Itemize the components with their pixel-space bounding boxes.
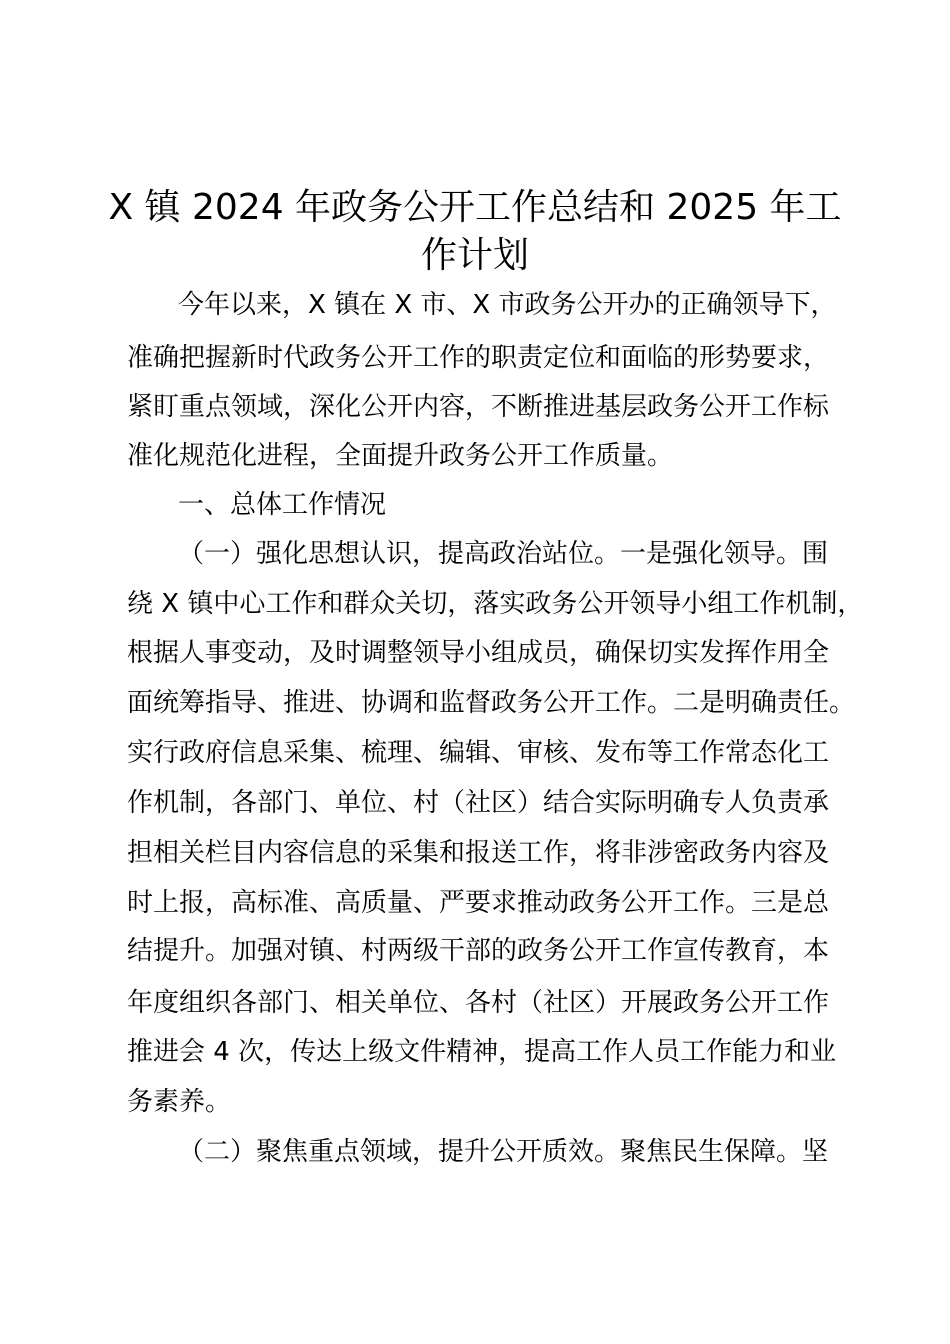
document-title-line-1: X 镇 2024 年政务公开工作总结和 2025 年工 [108, 187, 842, 228]
body-line: 紧盯重点领域，深化公开内容，不断推进基层政务公开工作标 [127, 392, 830, 422]
document-title-line-2: 作计划 [420, 235, 529, 276]
section-heading: 一、总体工作情况 [178, 490, 387, 520]
body-line: 准确把握新时代政务公开工作的职责定位和面临的形势要求， [127, 343, 830, 373]
body-line: （一）强化思想认识，提高政治站位。一是强化领导。围 [178, 539, 829, 569]
body-line: 根据人事变动，及时调整领导小组成员，确保切实发挥作用全 [127, 638, 830, 668]
body-line: 实行政府信息采集、梳理、编辑、审核、发布等工作常态化工 [127, 738, 830, 768]
body-line: 务素养。 [127, 1087, 232, 1117]
body-line: 作机制，各部门、单位、村（社区）结合实际明确专人负责承 [127, 788, 830, 818]
body-line: 担相关栏目内容信息的采集和报送工作，将非涉密政务内容及 [127, 838, 830, 868]
body-line: 时上报，高标准、高质量、严要求推动政务公开工作。三是总 [127, 888, 830, 918]
body-line: 推进会 4 次，传达上级文件精神，提高工作人员工作能力和业 [127, 1037, 837, 1067]
body-line: 今年以来，X 镇在 X 市、X 市政务公开办的正确领导下， [178, 290, 837, 320]
body-line: （二）聚焦重点领域，提升公开质效。聚焦民生保障。坚 [178, 1137, 829, 1167]
body-line: 年度组织各部门、相关单位、各村（社区）开展政务公开工作 [127, 988, 830, 1018]
body-line: 结提升。加强对镇、村两级干部的政务公开工作宣传教育，本 [127, 936, 830, 966]
body-line: 绕 X 镇中心工作和群众关切，落实政务公开领导小组工作机制， [127, 589, 864, 619]
body-line: 面统筹指导、推进、协调和监督政务公开工作。二是明确责任。 [127, 688, 856, 718]
body-line: 准化规范化进程，全面提升政务公开工作质量。 [127, 441, 674, 471]
